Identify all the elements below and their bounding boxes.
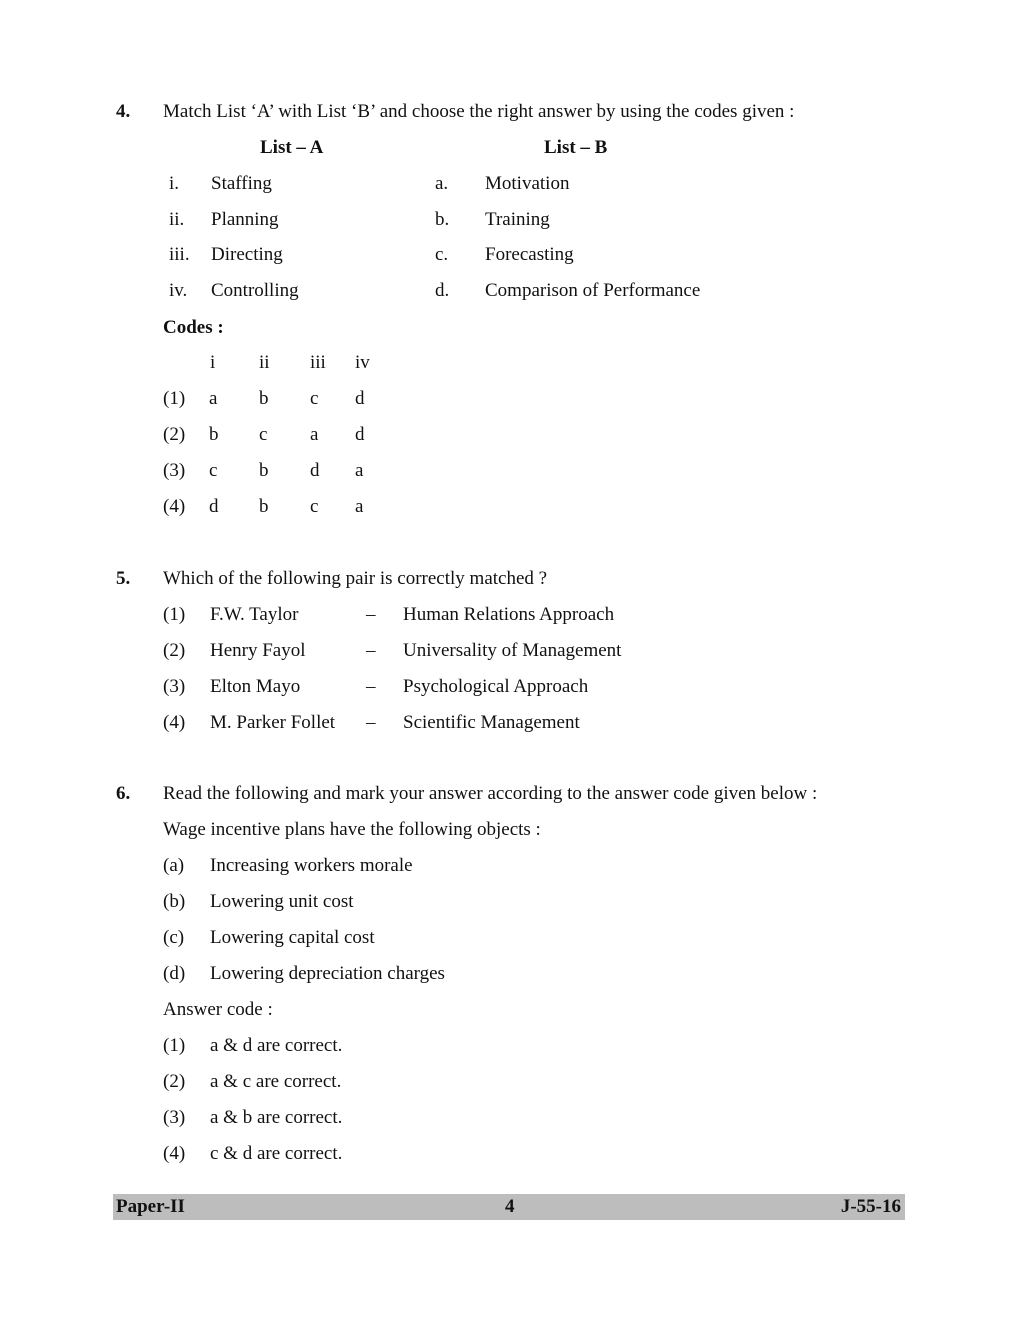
q6-subtext: Wage incentive plans have the following objects : — [163, 819, 541, 840]
q4-code-header: ii — [259, 352, 270, 373]
q4-option-value: b — [209, 424, 219, 445]
q6-option-text: a & b are correct. — [210, 1107, 343, 1128]
q6-item-text: Lowering unit cost — [210, 891, 354, 912]
q4-number: 4. — [116, 101, 131, 122]
q4-row-letter: a. — [435, 173, 449, 194]
q4-option-value: d — [355, 388, 365, 409]
q5-option-approach: Human Relations Approach — [403, 604, 615, 625]
q6-item-label: (a) — [163, 855, 185, 876]
q4-option-value: a — [355, 460, 364, 481]
q5-option-label: (3) — [163, 676, 186, 697]
q5-option-person: Henry Fayol — [210, 640, 306, 661]
q6-option-text: a & d are correct. — [210, 1035, 343, 1056]
q4-option-value: b — [259, 460, 269, 481]
q4-row-letter: b. — [435, 209, 450, 230]
q4-row-item: Controlling — [211, 280, 299, 301]
q6-item-text: Lowering depreciation charges — [210, 963, 445, 984]
q6-option-text: c & d are correct. — [210, 1143, 343, 1164]
q6-item-label: (c) — [163, 927, 185, 948]
q4-option-value: d — [355, 424, 365, 445]
q5-question-text: Which of the following pair is correctly matched ? — [163, 568, 548, 589]
q4-option-value: a — [209, 388, 218, 409]
q4-row-item: Directing — [211, 244, 283, 265]
q4-codes-label: Codes : — [163, 317, 224, 338]
q4-row-item: Planning — [211, 209, 279, 230]
q4-option-value: d — [209, 496, 219, 517]
q4-option-label: (2) — [163, 424, 186, 445]
q4-option-label: (3) — [163, 460, 186, 481]
q4-option-value: c — [310, 496, 319, 517]
q6-option-text: a & c are correct. — [210, 1071, 342, 1092]
q4-row-num: ii. — [169, 209, 185, 230]
q5-option-person: Elton Mayo — [210, 676, 301, 697]
q4-row-num: iii. — [169, 244, 190, 265]
q5-option-approach: Psychological Approach — [403, 676, 589, 697]
q4-code-header: iv — [355, 352, 370, 373]
q4-row-letter: d. — [435, 280, 450, 301]
q6-option-label: (2) — [163, 1071, 186, 1092]
footer-paper-label: Paper-II — [116, 1196, 185, 1217]
q4-option-label: (4) — [163, 496, 186, 517]
q5-number: 5. — [116, 568, 131, 589]
q5-option-dash: – — [366, 676, 376, 697]
q5-option-dash: – — [366, 604, 376, 625]
q5-option-label: (1) — [163, 604, 186, 625]
q6-answer-code-label: Answer code : — [163, 999, 273, 1020]
q4-option-value: a — [310, 424, 319, 445]
q6-option-label: (4) — [163, 1143, 186, 1164]
q4-list-a-heading: List – A — [260, 137, 324, 158]
footer-paper-code: J-55-16 — [840, 1196, 901, 1217]
q4-option-value: c — [259, 424, 268, 445]
q6-item-text: Lowering capital cost — [210, 927, 375, 948]
q6-number: 6. — [116, 783, 131, 804]
q4-list-b-heading: List – B — [544, 137, 608, 158]
q5-option-label: (2) — [163, 640, 186, 661]
q4-option-value: a — [355, 496, 364, 517]
q5-option-person: M. Parker Follet — [210, 712, 336, 733]
q6-option-label: (1) — [163, 1035, 186, 1056]
q4-option-value: c — [209, 460, 218, 481]
q4-question-text: Match List ‘A’ with List ‘B’ and choose the right answer by using the codes given : — [163, 101, 795, 122]
q4-row-match: Training — [485, 209, 550, 230]
q5-option-dash: – — [366, 640, 376, 661]
q4-row-num: iv. — [169, 280, 188, 301]
q4-row-match: Forecasting — [485, 244, 574, 265]
q6-question-text: Read the following and mark your answer according to the answer code given below : — [163, 783, 818, 804]
q4-code-header: i — [210, 352, 216, 373]
q4-option-value: d — [310, 460, 320, 481]
q4-code-header: iii — [310, 352, 326, 373]
footer-page-number: 4 — [505, 1196, 515, 1217]
q4-option-value: b — [259, 496, 269, 517]
q4-row-match: Comparison of Performance — [485, 280, 701, 301]
q4-row-num: i. — [169, 173, 180, 194]
q5-option-approach: Universality of Management — [403, 640, 622, 661]
q4-option-value: c — [310, 388, 319, 409]
q6-item-text: Increasing workers morale — [210, 855, 413, 876]
q4-row-match: Motivation — [485, 173, 570, 194]
q6-item-label: (b) — [163, 891, 186, 912]
q6-item-label: (d) — [163, 963, 186, 984]
q5-option-approach: Scientific Management — [403, 712, 580, 733]
q5-option-dash: – — [366, 712, 376, 733]
page-footer — [113, 1194, 905, 1220]
q4-option-value: b — [259, 388, 269, 409]
q4-row-letter: c. — [435, 244, 449, 265]
q4-row-item: Staffing — [211, 173, 272, 194]
q4-option-label: (1) — [163, 388, 186, 409]
q5-option-person: F.W. Taylor — [210, 604, 299, 625]
q5-option-label: (4) — [163, 712, 186, 733]
q6-option-label: (3) — [163, 1107, 186, 1128]
